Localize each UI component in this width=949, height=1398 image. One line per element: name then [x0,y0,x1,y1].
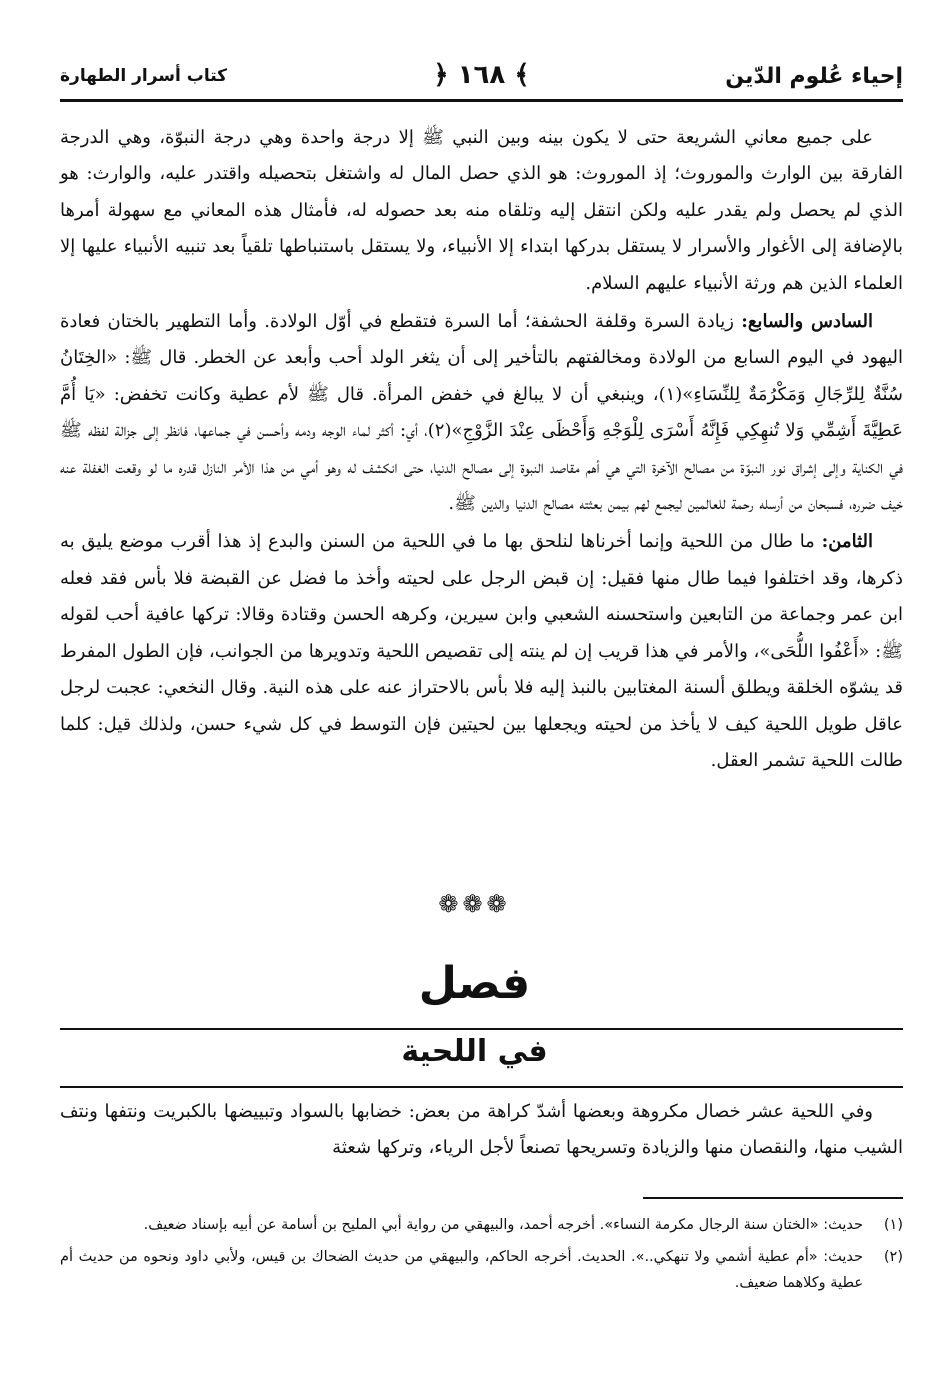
chapter-title: كتاب أسرار الطهارة [60,66,228,86]
paragraph-lead: الثامن: [821,531,873,553]
footnote-number: (٢) [883,1249,903,1265]
paragraph-text: ما طال من اللحية وإنما أخرناها لنلحق بها ما في اللحية من السنن والبدع إذ هذا أقرب موضع يليق به ذكرها، وقد اختلفوا فيما طال منها فقيل: إن قبض الرجل على لحيته وأخذ ما فضل عن القبضة فلا بأس فقد فعله ابن عمر وجماعة من التابعين واستحسنه الشعبي وابن سيرين، وكرهه الحسن وقتادة وقالا: تركها عافية أحب لقوله ﷺ: «أَعْفُوا اللُّحَى»، والأمر في هذا قريب إن لم ينته إلى تقصيص اللحية وتدويرها من الجوانب، فإن الطول المفرط قد يشوّه الخلقة ويطلق ألسنة المغتابين بالنبذ إليه فلا بأس بالاحتراز عنه على هذه النية. وقال النخعي: عجبت لرجل عاقل طويل اللحية كيف لا يأخذ من لحيته ويجعلها بين لحيتين فإن التوسط في كل شيء حسن، ولذلك قيل: كلما طالت اللحية تشمر العقل. [60,531,903,771]
section-rule-top [60,1028,903,1030]
paragraph-text: زيادة السرة وقلفة الحشفة؛ أما السرة فتقطع في أوّل الولادة. وأما التطهير بالختان فعادة اليهود في اليوم السابع من الولادة ومخالفتهم بالتأخير إلى أن يثغر الولد أحب وأبعد عن الخطر. قال ﷺ: «الخِتَانُ سُنَّةٌ لِلرِّجَالِ وَمَكْرُمَةٌ لِلنِّسَاءِ»(١)، وينبغي أن لا يبالغ في خفض المرأة. قال ﷺ لأم عطية وكانت تخفض: «يَا أُمَّ عَطِيَّةَ أَشِمِّي وَلا تُنهِكِي فَإِنَّهُ أَسْرَى لِلْوَجْهِ وَأَحْظَى عِنْدَ الزَّوْجِ»(٢)، أي: أكثر لماء الوجه ودمه وأحسن في جماعها، فانظر إلى جزالة لفظه ﷺ في الكناية وإلى إشراق نور النبوّة من مصالح الآخرة التي هي أهم مقاصد النبوة إلى مصالح الدنيا، حتى انكشف له وهو أمي من هذا الأمر النازل قدره ما لو وقعت الغفلة عنه خيف ضرره، فسبحان من أرسله رحمة للعالمين ليجمع لهم بيمن بعثته مصالح الدنيا والدين ﷺ. [60,311,904,515]
header-rule [60,99,903,102]
footnotes [60,1212,903,1302]
section-text [60,1094,903,1169]
paragraph-text: على جميع معاني الشريعة حتى لا يكون بينه وبين النبي ﷺ إلا درجة واحدة وهي درجة النبوّة، وهي الدرجة الفارقة بين الوارث والموروث؛ إذ الموروث: هو الذي حصل المال له واشتغل بتحصيله واقتدر عليه، والوارث: هو الذي لم يحصل ولم يقدر عليه ولكن انتقل إليه وتلقاه منه بعد حصوله له، فأمثال هذه المعاني مع سهولة أمرها بالإضافة إلى الأغوار والأسرار لا يستقل بدركها ابتداء إلا الأنبياء، ولا يستقل باستنباطها تلقياً بعد تنبيه الأنبياء عليها إلا العلماء الذين هم ورثة الأنبياء عليهم السلام. [60,127,903,294]
footnote-text: حديث: «أم عطية أشمي ولا تنهكي..». الحديث. أخرجه الحاكم، والبيهقي من حديث الضحاك بن قيس، ولأبي داود ونحوه من حديث أم عطية وكلاهما ضعيف. [60,1249,863,1291]
paragraph [60,524,903,779]
page-number: ﴾ ١٦٨ ﴿ [433,60,530,90]
page-header [60,52,903,102]
paragraph [60,120,903,302]
footnote [60,1244,903,1296]
book-title: إحياء عُلوم الدّين [725,64,903,89]
section-subtitle: في اللحية [401,1034,548,1069]
paragraph: وفي اللحية عشر خصال مكروهة وبعضها أشدّ كراهة من بعض: خضابها بالسواد وتبييضها بالكبريت ونتفها ونتف الشيب منها، والنقصان منها والزيادة وتسريحها تصنعاً لأجل الرياء، وتركها شعثة [60,1101,903,1159]
section-rule-bottom [60,1086,903,1088]
paragraph [60,304,903,522]
paragraph-lead: السادس والسابع: [741,311,873,333]
main-text [60,120,903,781]
footnote [60,1212,903,1238]
section-title: فصل [418,958,531,1009]
footnote-text: حديث: «الختان سنة الرجال مكرمة النساء». أخرجه أحمد، والبيهقي من رواية أبي المليح بن أسامة عن أبيه بإسناد ضعيف. [143,1217,863,1233]
ornament-separator: ❁❁❁ [438,890,511,918]
footnote-rule [643,1197,903,1199]
footnote-number: (١) [883,1217,903,1233]
